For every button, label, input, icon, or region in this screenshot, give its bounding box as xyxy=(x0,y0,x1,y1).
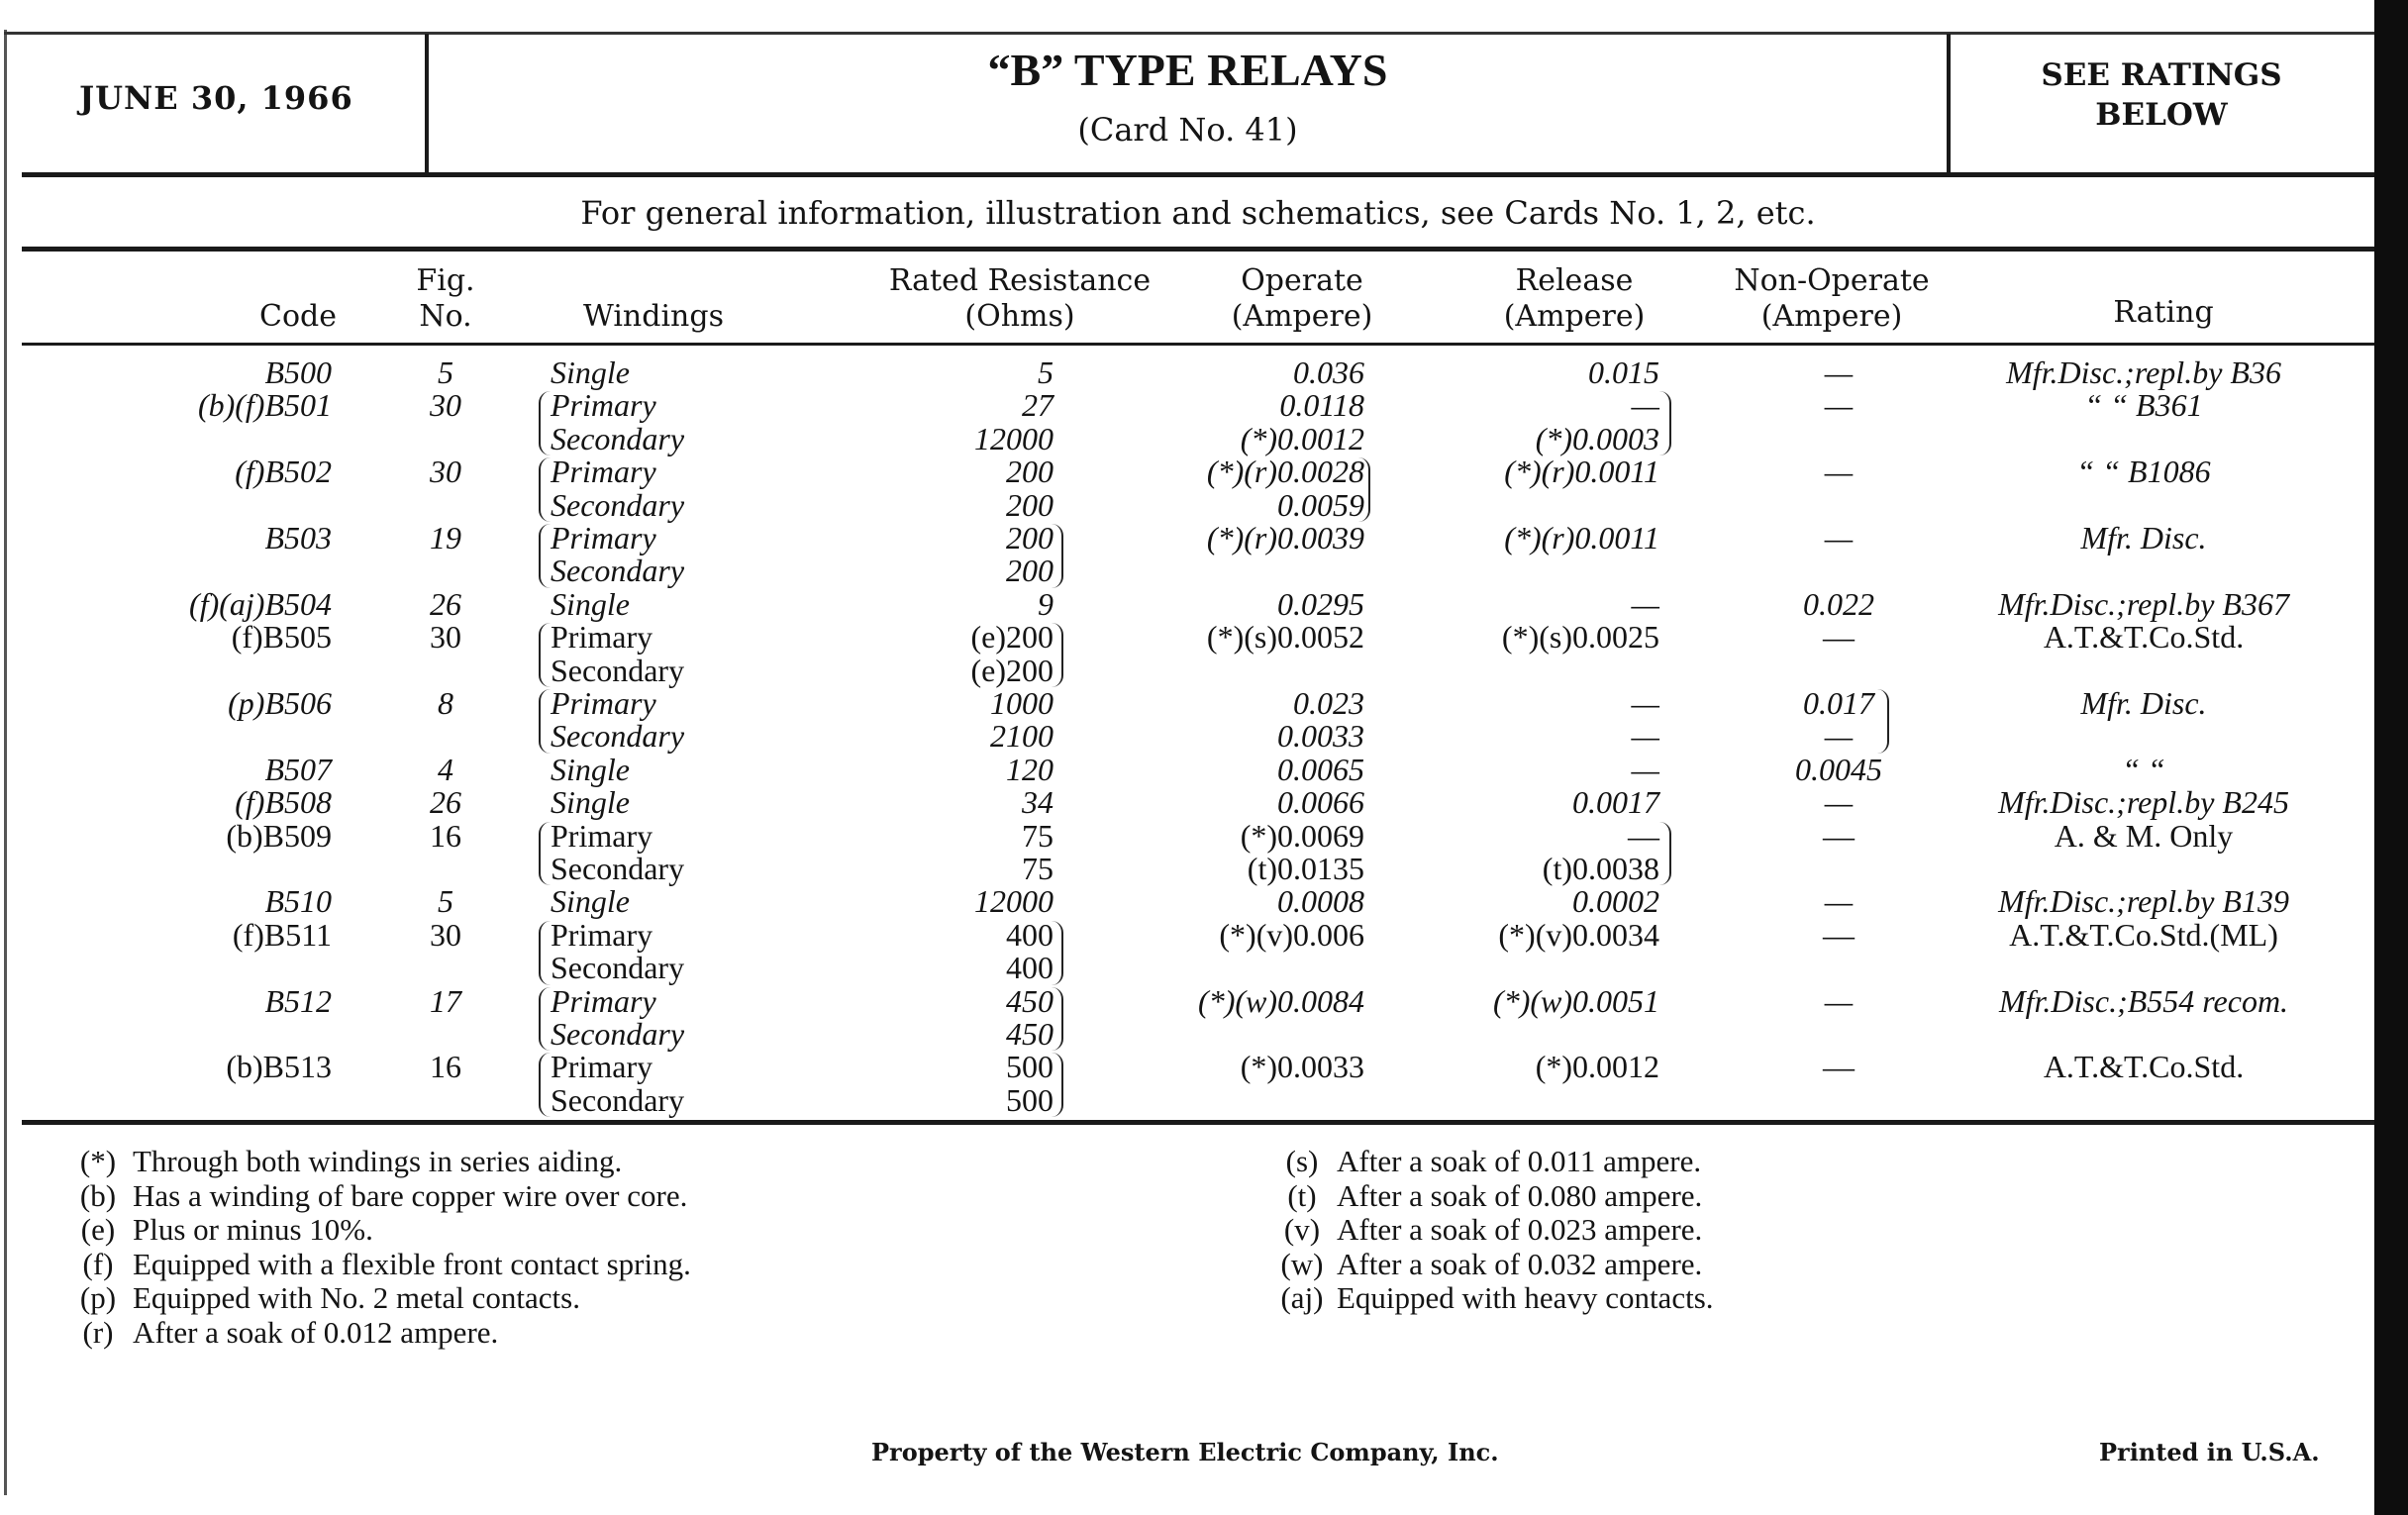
brace xyxy=(539,689,551,754)
cell-code: B500 xyxy=(264,354,332,390)
footnote-text: After a soak of 0.023 ampere. xyxy=(1337,1212,1703,1248)
footnote-text: After a soak of 0.080 ampere. xyxy=(1337,1177,1703,1213)
footnote-key: (f) xyxy=(82,1246,114,1281)
cell-code: (b)B513 xyxy=(226,1049,332,1085)
cell-resistance: 75 xyxy=(1022,817,1054,854)
footnote xyxy=(63,1248,691,1282)
cell-fig: 8 xyxy=(438,685,453,721)
footnote-text: Equipped with a flexible front contact spring. xyxy=(133,1246,691,1281)
cell-code: (b)(f)B501 xyxy=(197,387,332,424)
cell-release: — xyxy=(1631,685,1659,721)
footnote-text: After a soak of 0.012 ampere. xyxy=(133,1315,499,1350)
footnote-text: Has a winding of bare copper wire over core. xyxy=(133,1177,688,1213)
cell-code: B510 xyxy=(264,883,332,920)
cell-resistance: (e)200 xyxy=(970,619,1054,656)
ratings-note xyxy=(1949,55,2374,135)
brace xyxy=(539,1053,551,1117)
cell-fig: 16 xyxy=(430,1049,461,1085)
col-header-operate-2: (Ampere) xyxy=(1231,299,1373,334)
card-title: “B” TYPE RELAYS xyxy=(987,45,1388,95)
cell-rating: Mfr. Disc. xyxy=(2080,520,2207,556)
cell-code: (f)B511 xyxy=(232,916,332,953)
cell-winding: Secondary xyxy=(551,652,685,688)
footnote xyxy=(63,1145,622,1179)
cell-fig: 5 xyxy=(438,354,453,390)
col-header-windings: Windings xyxy=(583,299,724,334)
cell-nonoperate: — xyxy=(1824,520,1854,556)
cell-winding: Single xyxy=(551,585,630,622)
column-header-bottom-rule xyxy=(22,343,2374,346)
brace xyxy=(539,987,551,1052)
brace xyxy=(539,822,551,886)
cell-resistance: 75 xyxy=(1022,851,1054,886)
property-notice: Property of the Western Electric Company, Inc. xyxy=(871,1438,1499,1466)
cell-release: (*)0.0012 xyxy=(1535,1049,1659,1085)
cell-operate: (*)0.0033 xyxy=(1240,1049,1364,1085)
cell-winding: Single xyxy=(551,784,630,821)
footnote-key: (r) xyxy=(82,1315,114,1350)
cell-rating: Mfr.Disc.;B554 recom. xyxy=(1998,982,2289,1019)
cell-nonoperate: — xyxy=(1823,619,1855,656)
cell-code: (f)(aj)B504 xyxy=(189,585,332,622)
footnote xyxy=(1267,1248,1702,1282)
cell-resistance: 450 xyxy=(1006,1016,1054,1052)
brace xyxy=(1052,987,1063,1052)
col-header-code: Code xyxy=(259,299,337,334)
cell-nonoperate: — xyxy=(1823,916,1855,953)
footnote xyxy=(1267,1145,1701,1179)
cell-release: — xyxy=(1631,585,1659,622)
brace xyxy=(1358,457,1370,522)
cell-nonoperate: — xyxy=(1824,883,1854,920)
cell-resistance: 400 xyxy=(1006,950,1054,986)
cell-fig: 30 xyxy=(430,454,461,490)
cell-rating: “ “ xyxy=(2122,751,2165,787)
cell-code: (f)B505 xyxy=(231,619,332,656)
footnote-key: (s) xyxy=(1285,1144,1319,1178)
footnote-key: (t) xyxy=(1287,1177,1317,1213)
col-header-fig-1: Fig. xyxy=(416,263,475,298)
cell-resistance: (e)200 xyxy=(970,652,1054,688)
footnote xyxy=(63,1213,373,1248)
cell-nonoperate: 0.017 xyxy=(1803,685,1874,721)
cell-operate: (*)(r)0.0039 xyxy=(1206,520,1364,556)
cell-release: (*)0.0003 xyxy=(1535,420,1659,456)
cell-code: B512 xyxy=(264,982,332,1019)
cell-release: (*)(r)0.0011 xyxy=(1504,520,1659,556)
footnote-key: (b) xyxy=(79,1177,117,1213)
cell-operate: (*)(r)0.0028 xyxy=(1206,454,1364,490)
cell-resistance: 200 xyxy=(1006,486,1054,523)
card-number: (Card No. 41) xyxy=(1077,111,1298,149)
col-header-resistance-1: Rated Resistance xyxy=(888,263,1152,298)
table-bottom-rule xyxy=(22,1120,2374,1125)
scan-background-edge xyxy=(2374,0,2408,1515)
cell-release: — xyxy=(1631,751,1659,787)
footnote xyxy=(63,1316,498,1351)
cell-rating: A.T.&T.Co.Std. xyxy=(2043,1049,2245,1085)
col-header-operate-1: Operate xyxy=(1241,263,1363,298)
col-header-release xyxy=(1480,263,1668,335)
cell-winding: Secondary xyxy=(551,1016,685,1052)
card-date: JUNE 30, 1966 xyxy=(79,79,353,117)
cell-release: (*)(s)0.0025 xyxy=(1501,619,1659,656)
cell-fig: 17 xyxy=(430,982,461,1019)
cell-fig: 16 xyxy=(430,817,461,854)
col-header-nonoperate xyxy=(1713,263,1951,335)
cell-rating: Mfr. Disc. xyxy=(2080,685,2207,721)
footnote xyxy=(63,1281,580,1316)
cell-release: 0.0002 xyxy=(1572,883,1659,920)
col-header-nonoperate-1: Non-Operate xyxy=(1734,263,1930,298)
cell-nonoperate: — xyxy=(1824,354,1854,390)
column-header-top-rule xyxy=(22,247,2374,252)
cell-resistance: 5 xyxy=(1038,354,1054,390)
ratings-note-line1: SEE RATINGS xyxy=(2041,57,2282,93)
cell-operate: 0.0295 xyxy=(1277,585,1364,622)
cell-winding: Single xyxy=(551,883,630,920)
cell-release: (*)(v)0.0034 xyxy=(1498,916,1659,953)
brace xyxy=(539,391,551,455)
general-info: For general information, illustration and schematics, see Cards No. 1, 2, etc. xyxy=(580,194,1816,232)
cell-winding: Secondary xyxy=(551,1081,685,1118)
cell-winding: Secondary xyxy=(551,718,685,755)
brace xyxy=(1052,1053,1063,1117)
cell-nonoperate: 0.022 xyxy=(1803,585,1874,622)
cell-fig: 26 xyxy=(430,585,461,622)
footnote-text: Plus or minus 10%. xyxy=(133,1212,373,1248)
cell-code: (p)B506 xyxy=(228,685,332,721)
cell-operate: 0.0065 xyxy=(1277,751,1364,787)
cell-code: B507 xyxy=(264,751,332,787)
cell-release: (*)(w)0.0051 xyxy=(1493,982,1659,1019)
cell-fig: 30 xyxy=(430,387,461,424)
cell-operate: (t)0.0135 xyxy=(1247,851,1364,886)
footnote xyxy=(1267,1179,1702,1214)
cell-winding: Secondary xyxy=(551,553,685,589)
cell-nonoperate: — xyxy=(1823,1049,1855,1085)
cell-code: (b)B509 xyxy=(226,817,332,854)
cell-release: (*)(r)0.0011 xyxy=(1504,454,1659,490)
cell-nonoperate: — xyxy=(1823,817,1855,854)
cell-fig: 4 xyxy=(438,751,453,787)
cell-winding: Primary xyxy=(551,817,653,854)
cell-operate: 0.0059 xyxy=(1277,486,1364,523)
cell-winding: Secondary xyxy=(551,950,685,986)
cell-winding: Primary xyxy=(551,454,656,490)
cell-winding: Primary xyxy=(551,387,656,424)
cell-release: — xyxy=(1631,387,1659,424)
cell-nonoperate: — xyxy=(1824,454,1854,490)
col-header-release-1: Release xyxy=(1515,263,1634,298)
cell-release: (t)0.0038 xyxy=(1542,851,1659,886)
cell-rating: Mfr.Disc.;repl.by B36 xyxy=(2006,354,2281,390)
brace xyxy=(1659,391,1671,455)
cell-resistance: 12000 xyxy=(974,420,1054,456)
brace xyxy=(1659,822,1671,886)
cell-rating: A.T.&T.Co.Std.(ML) xyxy=(2009,916,2278,953)
cell-code: (f)B508 xyxy=(235,784,332,821)
cell-resistance: 200 xyxy=(1006,520,1054,556)
card-left-edge xyxy=(4,30,7,1495)
brace xyxy=(1877,689,1889,754)
cell-operate: 0.0008 xyxy=(1277,883,1364,920)
cell-resistance: 34 xyxy=(1022,784,1054,821)
cell-resistance: 120 xyxy=(1006,751,1054,787)
cell-resistance: 2100 xyxy=(990,718,1054,755)
col-header-nonoperate-2: (Ampere) xyxy=(1760,299,1903,334)
cell-fig: 5 xyxy=(438,883,453,920)
cell-operate: (*)(w)0.0084 xyxy=(1198,982,1364,1019)
footnote-text: Through both windings in series aiding. xyxy=(133,1144,623,1178)
cell-winding: Primary xyxy=(551,619,653,656)
cell-winding: Secondary xyxy=(551,851,685,886)
cell-resistance: 200 xyxy=(1006,553,1054,589)
cell-resistance: 9 xyxy=(1038,585,1054,622)
cell-release: 0.015 xyxy=(1588,354,1659,390)
brace xyxy=(539,623,551,687)
brace xyxy=(539,457,551,522)
footnote-key: (p) xyxy=(79,1280,117,1316)
cell-nonoperate: 0.0045 xyxy=(1795,751,1882,787)
col-header-resistance xyxy=(871,263,1168,335)
cell-fig: 30 xyxy=(430,916,461,953)
cell-release: — xyxy=(1631,718,1659,755)
cell-code: B503 xyxy=(264,520,332,556)
cell-resistance: 400 xyxy=(1006,916,1054,953)
cell-nonoperate: — xyxy=(1824,784,1854,821)
cell-release: 0.0017 xyxy=(1572,784,1659,821)
cell-operate: 0.0118 xyxy=(1279,387,1364,424)
footnote xyxy=(1267,1281,1714,1316)
card-top-border xyxy=(4,32,2374,35)
brace xyxy=(1052,524,1063,588)
cell-winding: Single xyxy=(551,354,630,390)
cell-winding: Primary xyxy=(551,685,656,721)
cell-nonoperate: — xyxy=(1824,718,1854,755)
footnote xyxy=(1267,1213,1702,1248)
cell-rating: Mfr.Disc.;repl.by B367 xyxy=(1998,585,2289,622)
cell-resistance: 450 xyxy=(1006,982,1054,1019)
brace xyxy=(1052,623,1063,687)
cell-resistance: 500 xyxy=(1006,1049,1054,1085)
cell-nonoperate: — xyxy=(1824,982,1854,1019)
footnote-key: (*) xyxy=(79,1144,117,1178)
cell-winding: Primary xyxy=(551,1049,653,1085)
col-header-fig xyxy=(391,263,500,335)
col-header-fig-2: No. xyxy=(419,299,472,334)
cell-operate: 0.0033 xyxy=(1277,718,1364,755)
footnote-text: Equipped with heavy contacts. xyxy=(1337,1280,1714,1316)
cell-fig: 30 xyxy=(430,619,461,656)
col-header-resistance-2: (Ohms) xyxy=(964,299,1075,334)
cell-operate: 0.0066 xyxy=(1277,784,1364,821)
col-header-operate xyxy=(1208,263,1396,335)
cell-rating: Mfr.Disc.;repl.by B139 xyxy=(1998,883,2289,920)
cell-operate: 0.023 xyxy=(1293,685,1364,721)
cell-operate: (*)0.0012 xyxy=(1240,420,1364,456)
col-header-release-2: (Ampere) xyxy=(1503,299,1646,334)
cell-fig: 26 xyxy=(430,784,461,821)
cell-winding: Single xyxy=(551,751,630,787)
footnote-text: Equipped with No. 2 metal contacts. xyxy=(133,1280,580,1316)
footnote-text: After a soak of 0.011 ampere. xyxy=(1337,1144,1702,1178)
col-header-rating: Rating xyxy=(2113,295,2214,330)
cell-operate: (*)0.0069 xyxy=(1240,817,1364,854)
ratings-note-line2: BELOW xyxy=(2095,97,2228,133)
cell-winding: Primary xyxy=(551,982,656,1019)
cell-rating: A. & M. Only xyxy=(2054,817,2234,854)
brace xyxy=(539,524,551,588)
cell-resistance: 12000 xyxy=(974,883,1054,920)
cell-rating: “ “ B361 xyxy=(2084,387,2203,424)
cell-winding: Primary xyxy=(551,916,653,953)
cell-winding: Secondary xyxy=(551,420,685,456)
cell-operate: (*)(s)0.0052 xyxy=(1206,619,1364,656)
printed-notice: Printed in U.S.A. xyxy=(2099,1438,2320,1466)
cell-operate: 0.036 xyxy=(1293,354,1364,390)
cell-winding: Secondary xyxy=(551,486,685,523)
footnote-key: (aj) xyxy=(1280,1280,1324,1316)
cell-fig: 19 xyxy=(430,520,461,556)
cell-resistance: 500 xyxy=(1006,1081,1054,1118)
cell-nonoperate: — xyxy=(1824,387,1854,424)
cell-rating: “ “ B1086 xyxy=(2076,454,2211,490)
cell-resistance: 200 xyxy=(1006,454,1054,490)
cell-resistance: 27 xyxy=(1022,387,1054,424)
footnote-text: After a soak of 0.032 ampere. xyxy=(1337,1246,1703,1281)
footnote-key: (e) xyxy=(80,1212,116,1248)
cell-code: (f)B502 xyxy=(235,454,332,490)
header-rule xyxy=(22,172,2374,177)
footnote-key: (v) xyxy=(1283,1212,1321,1248)
cell-release: — xyxy=(1628,817,1659,854)
footnote xyxy=(63,1179,687,1214)
cell-rating: A.T.&T.Co.Std. xyxy=(2043,619,2245,656)
footnote-key: (w) xyxy=(1280,1246,1324,1281)
cell-rating: Mfr.Disc.;repl.by B245 xyxy=(1998,784,2289,821)
brace xyxy=(1052,921,1063,985)
cell-resistance: 1000 xyxy=(990,685,1054,721)
brace xyxy=(539,921,551,985)
cell-operate: (*)(v)0.006 xyxy=(1219,916,1364,953)
cell-winding: Primary xyxy=(551,520,656,556)
